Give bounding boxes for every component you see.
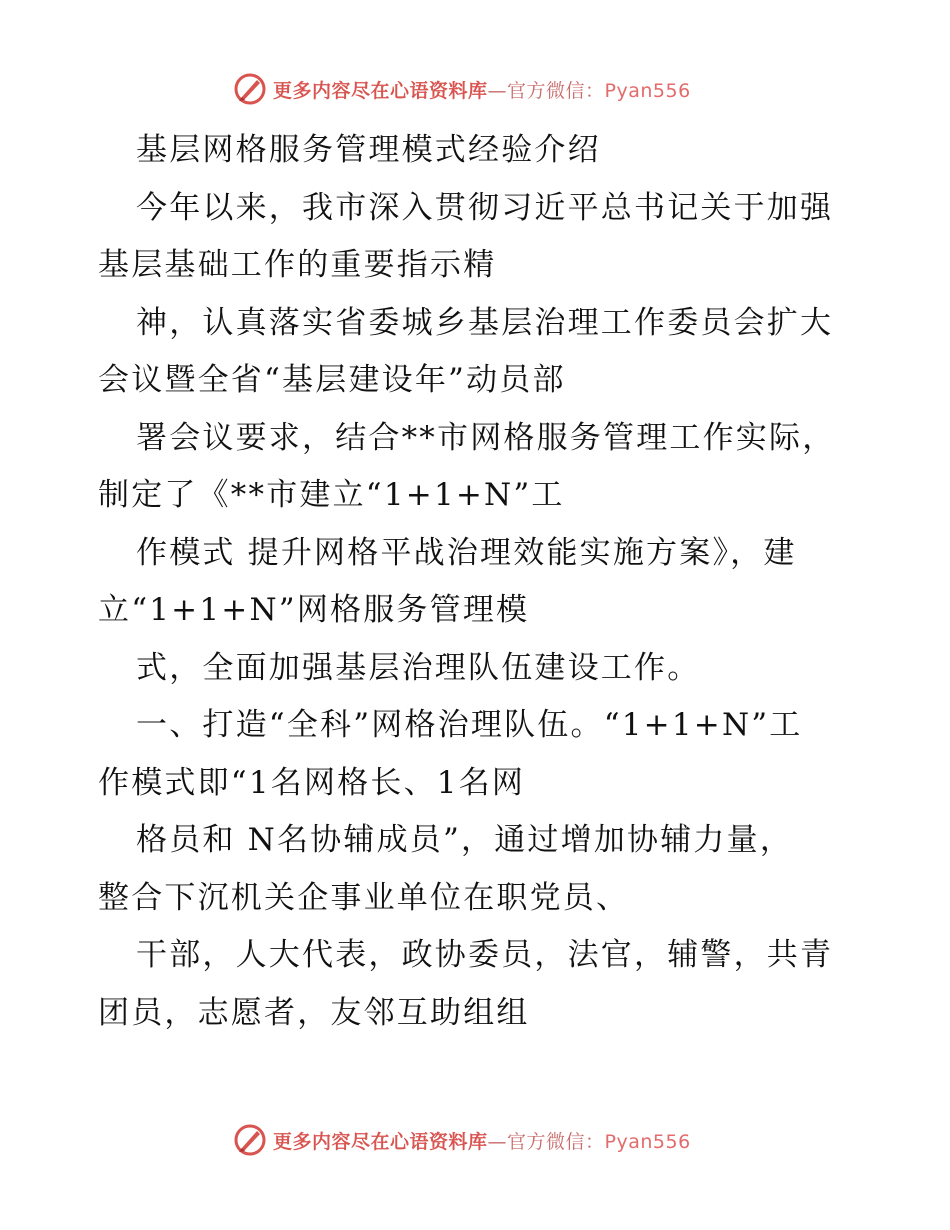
text-line: 整合下沉机关企事业单位在职党员、 <box>98 879 630 916</box>
text-line: 干部，人大代表，政协委员，法官，辅警，共青 <box>136 937 834 973</box>
document-body <box>98 122 878 1042</box>
section-heading-line: 一、打造“全科”网格治理队伍。“1+1+N”工 <box>136 707 803 743</box>
text-line: 署会议要求，结合**市网格服务管理工作实际， <box>136 419 836 456</box>
quill-logo-icon <box>233 1123 267 1157</box>
text-line: 作模式 提升网格平战治理效能实施方案》，建 <box>136 534 797 571</box>
text-line: 格员和 N名协辅成员”，通过增加协辅力量， <box>136 822 794 858</box>
text-line: 基层基础工作的重要指示精 <box>98 247 497 283</box>
text-line: 神，认真落实省委城乡基层治理工作委员会扩大 <box>136 304 834 341</box>
watermark-header <box>233 71 833 107</box>
text-line: 制定了《**市建立“1+1+N”工 <box>98 477 565 513</box>
document-title: 基层网格服务管理模式经验介绍 <box>136 132 601 168</box>
text-line: 会议暨全省“基层建设年”动员部 <box>98 362 566 398</box>
text-line: 团员，志愿者，友邻互助组组 <box>98 994 530 1031</box>
watermark-text: 更多内容尽在心语资料库—官方微信：Pyan556 <box>273 79 691 102</box>
text-line: 立“1+1+N”网格服务管理模 <box>98 592 530 628</box>
watermark-footer <box>233 1122 833 1158</box>
text-line: 作模式即“1名网格长、1名网 <box>98 764 526 801</box>
text-line: 式，全面加强基层治理队伍建设工作。 <box>136 649 701 686</box>
watermark-text: 更多内容尽在心语资料库—官方微信：Pyan556 <box>273 1130 691 1153</box>
text-line: 今年以来，我市深入贯彻习近平总书记关于加强 <box>136 189 834 226</box>
quill-logo-icon <box>233 72 267 106</box>
